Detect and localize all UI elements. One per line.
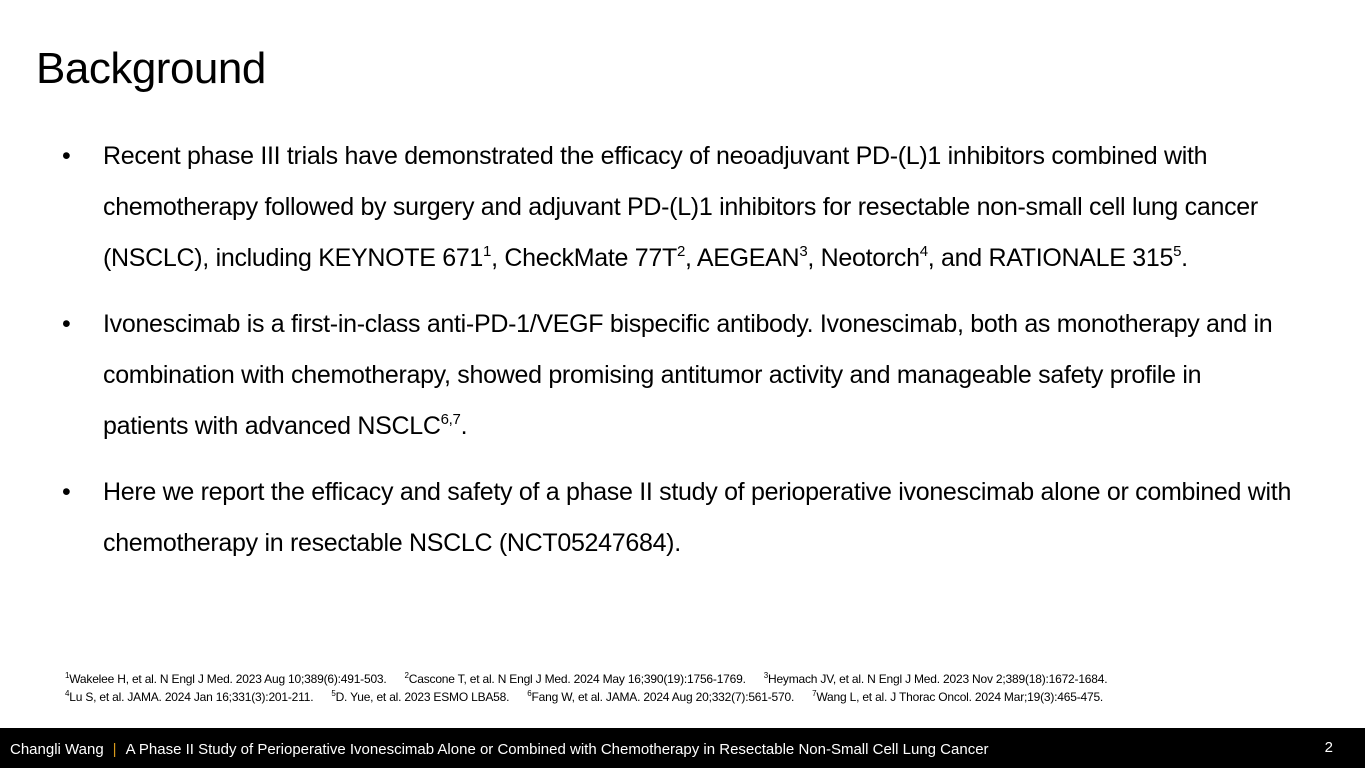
bullet-text-run: Ivonescimab is a first-in-class anti-PD-1/VEGF bispecific antibody. Ivonescimab, both as monotherapy and in combination with chemotherapy, showed promising antitumor activity and manageable safety profile in patients with advanced NSCLC [103,310,1273,440]
bullet-list [62,131,1292,584]
bullet-text-run: , Neotorch [807,244,920,272]
reference-number: 3 [763,671,768,680]
bullet-dot-icon: • [62,478,71,506]
footer-separator: | [112,741,117,758]
citation-superscript: 3 [799,243,808,260]
reference-item [405,670,746,688]
reference-text: Wang L, et al. J Thorac Oncol. 2024 Mar;19(3):465-475. [816,690,1104,704]
citation-superscript: 6,7 [440,411,461,428]
reference-item [527,688,794,706]
bullet-item [62,131,1292,284]
slide-title: Background [36,44,266,93]
reference-item [331,688,509,706]
reference-text: Wakelee H, et al. N Engl J Med. 2023 Aug 10;389(6):491-503. [69,672,387,686]
bullet-text-run: , and RATIONALE 315 [927,244,1174,272]
bullet-text-run: . [1181,244,1188,272]
reference-row [65,688,1355,706]
reference-text: Lu S, et al. JAMA. 2024 Jan 16;331(3):201-211. [69,690,314,704]
reference-text: Cascone T, et al. N Engl J Med. 2024 May 16;390(19):1756-1769. [408,672,746,686]
reference-row [65,670,1355,688]
reference-item [764,670,1108,688]
reference-number: 4 [65,689,70,698]
bullet-text-run: Here we report the efficacy and safety of a phase II study of perioperative ivonescimab alone or combined with chemotherapy in resectable NSCLC (NCT05247684). [103,478,1292,557]
footer-caption [10,741,989,758]
citation-superscript: 4 [919,243,928,260]
citation-superscript: 5 [1173,243,1182,260]
citation-superscript: 1 [483,243,492,260]
bullet-item [62,467,1292,569]
bullet-text-run: , AEGEAN [685,244,800,272]
bullet-text [103,467,1292,569]
bullet-text [103,131,1292,284]
page-number: 2 [1324,739,1333,756]
reference-number: 1 [65,671,70,680]
bullet-dot-icon: • [62,310,71,338]
bullet-text-run: , CheckMate 77T [491,244,677,272]
reference-text: Heymach JV, et al. N Engl J Med. 2023 Nov 2;389(18):1672-1684. [767,672,1108,686]
bullet-text-run: Recent phase III trials have demonstrated the efficacy of neoadjuvant PD-(L)1 inhibitors combined with chemotherapy followed by surgery and adjuvant PD-(L)1 inhibitors for resectable non-small cell lung cancer (NSCLC), including KEYNOTE 671 [103,142,1258,272]
reference-text: D. Yue, et al. 2023 ESMO LBA58. [335,690,510,704]
citation-superscript: 2 [676,243,685,260]
bullet-dot-icon: • [62,142,71,170]
reference-text: Fang W, et al. JAMA. 2024 Aug 20;332(7):561-570. [531,690,795,704]
reference-number: 5 [331,689,336,698]
references [65,670,1355,706]
footer-presentation-title: A Phase II Study of Perioperative Ivonescimab Alone or Combined with Chemotherapy in Resectable Non-Small Cell Lung Cancer [125,741,989,758]
reference-number: 2 [404,671,409,680]
bullet-text [103,299,1292,452]
reference-number: 6 [527,689,532,698]
reference-number: 7 [812,689,817,698]
footer-author: Changli Wang [10,741,104,758]
bullet-item [62,299,1292,452]
footer-bar [0,728,1365,768]
reference-item [65,688,313,706]
bullet-text-run: . [460,412,468,440]
reference-item [812,688,1103,706]
reference-item [65,670,387,688]
